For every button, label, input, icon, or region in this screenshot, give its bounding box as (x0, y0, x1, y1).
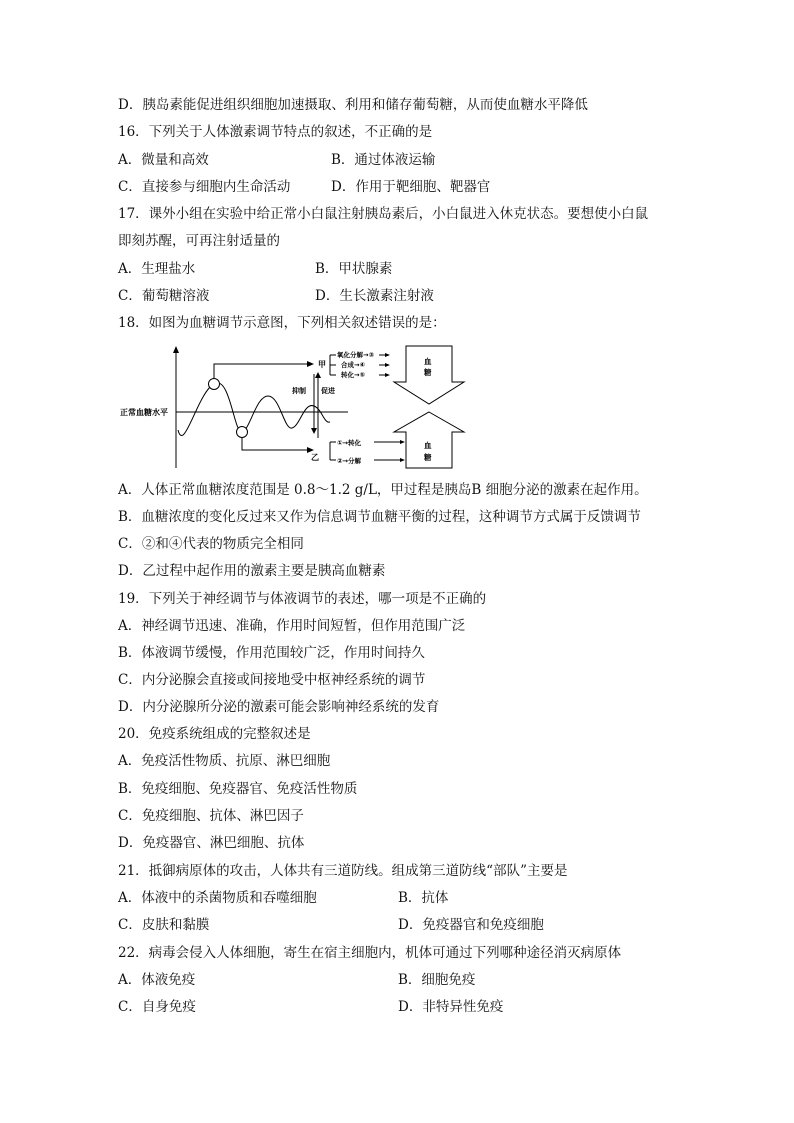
q20-option-d: D．免疫器官、淋巴细胞、抗体 (118, 835, 305, 851)
promote-label: 促进 (321, 387, 335, 395)
q22-option-c: C．自身免疫 (118, 999, 196, 1015)
q21-option-d: D．免疫器官和免疫细胞 (398, 917, 544, 933)
q17-option-b: B．甲状腺素 (315, 261, 393, 277)
q18-option-b: B．血糖浓度的变化反过来又作为信息调节血糖平衡的过程，这种调节方式属于反馈调节 (118, 509, 641, 525)
question-17-line2: 即刻苏醒，可再注射适量的 (118, 233, 280, 249)
jia-item-3: 转化→⑤ (341, 371, 365, 379)
q21-option-b: B．抗体 (398, 890, 449, 906)
blood-sugar-regulation-diagram (118, 344, 478, 472)
q22-option-a: A．体液免疫 (118, 972, 196, 988)
yi-item-2: ②→分解 (337, 457, 361, 465)
jia-item-2: 合成→④ (341, 361, 365, 369)
q16-option-c: C．直接参与细胞内生命活动 (118, 179, 291, 195)
q19-option-d: D．内分泌腺所分泌的激素可能会影响神经系统的发育 (118, 699, 440, 715)
q18-option-c: C．②和④代表的物质完全相同 (118, 536, 304, 552)
q16-option-d: D．作用于靶细胞、靶器官 (331, 179, 491, 195)
jia-arrow (307, 361, 314, 367)
q19-option-a: A．神经调节迅速、准确，作用时间短暂，但作用范围广泛 (118, 618, 466, 634)
q20-option-c: C．免疫细胞、抗体、淋巴因子 (118, 808, 304, 824)
box-top-char-2: 糖 (424, 368, 432, 377)
q21-option-c: C．皮肤和黏膜 (118, 917, 210, 933)
q15-option-d: D．胰岛素能促进组织细胞加速摄取、利用和储存葡萄糖，从而使血糖水平降低 (118, 97, 588, 113)
q17-option-c: C．葡萄糖溶液 (118, 288, 210, 304)
yi-item-1: ①→转化 (337, 439, 361, 447)
jia-path (214, 364, 310, 378)
q19-option-c: C．内分泌腺会直接或间接地受中枢神经系统的调节 (118, 672, 426, 688)
q18-option-a: A．人体正常血糖浓度范围是 0.8～1.2 g/L，甲过程是胰岛B 细胞分泌的激素在起作用。 (118, 482, 648, 498)
normal-level-label: 正常血糖水平 (120, 408, 168, 417)
q21-option-a: A．体液中的杀菌物质和吞噬细胞 (118, 890, 317, 906)
q22-option-b: B．细胞免疫 (398, 972, 476, 988)
q17-option-a: A．生理盐水 (118, 261, 196, 277)
question-17-line1: 17．课外小组在实验中给正常小白鼠注射胰岛素后，小白鼠进入休克状态。要想使小白鼠 (118, 206, 649, 222)
q19-option-b: B．体液调节缓慢，作用范围较广泛，作用时间持久 (118, 645, 425, 661)
box-bottom-char-2: 糖 (424, 453, 432, 462)
question-21: 21．抵御病原体的攻击，人体共有三道防线。组成第三道防线“部队”主要是 (118, 863, 568, 879)
question-22: 22．病毒会侵入人体细胞，寄生在宿主细胞内，机体可通过下列哪种途径消灭病原体 (118, 945, 622, 961)
question-16: 16．下列关于人体激素调节特点的叙述，不正确的是 (118, 124, 433, 140)
q16-option-a: A．微量和高效 (118, 152, 209, 168)
glucose-curve (178, 383, 330, 436)
q20-option-a: A．免疫活性物质、抗原、淋巴细胞 (118, 753, 331, 769)
box-bottom-char-1: 血 (424, 441, 432, 450)
q20-option-b: B．免疫细胞、免疫器官、免疫活性物质 (118, 781, 358, 797)
q16-option-b: B．通过体液运输 (331, 152, 436, 168)
jia-label: 甲 (318, 360, 326, 369)
yi-path (242, 438, 310, 450)
question-19: 19．下列关于神经调节与体液调节的表述，哪一项是不正确的 (118, 591, 487, 607)
inhibit-label: 抑制 (292, 387, 306, 395)
q22-option-d: D．非特异性免疫 (398, 999, 504, 1015)
y-axis-arrow (173, 346, 179, 353)
jia-item-1: 氧化分解→③ (337, 351, 374, 359)
q17-option-d: D．生长激素注射液 (315, 288, 434, 304)
q18-option-d: D．乙过程中起作用的激素主要是胰高血糖素 (118, 563, 386, 579)
inhibit-arrow (311, 428, 317, 434)
peak-circle (209, 379, 220, 390)
yi-label: 乙 (311, 453, 319, 462)
question-18: 18．如图为血糖调节示意图，下列相关叙述错误的是： (118, 315, 446, 331)
box-top-char-1: 血 (424, 357, 432, 366)
trough-circle (237, 427, 248, 438)
question-20: 20．免疫系统组成的完整叙述是 (118, 726, 311, 742)
promote-arrow (315, 372, 321, 378)
